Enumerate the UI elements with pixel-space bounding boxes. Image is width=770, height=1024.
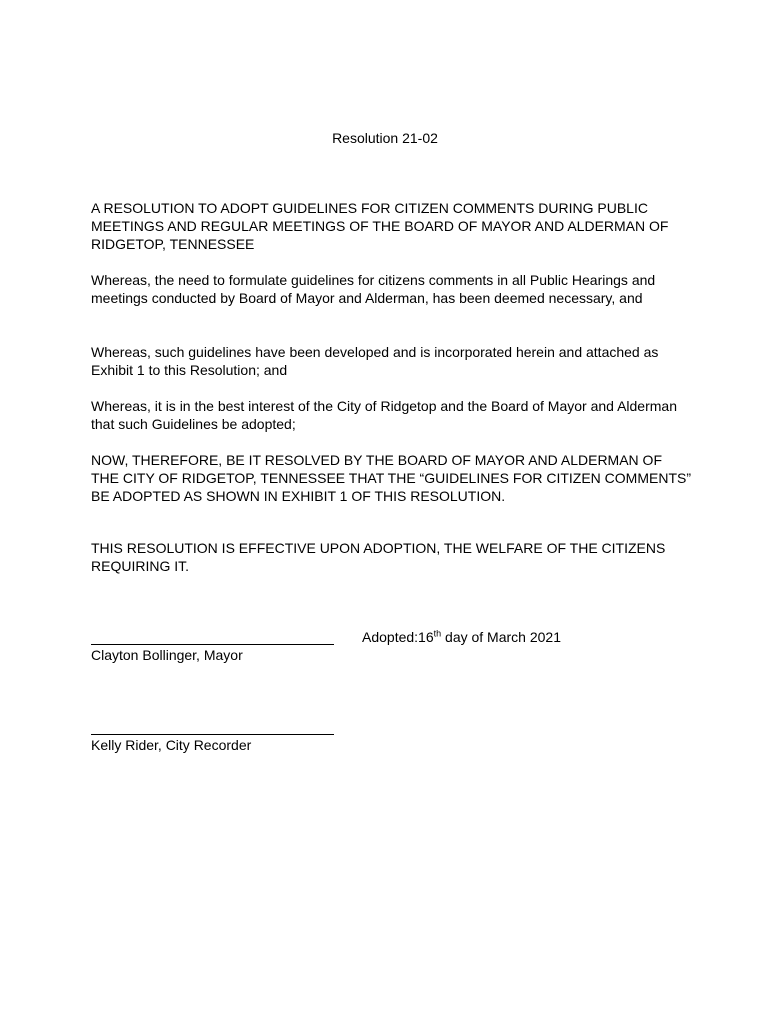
recorder-signature-line [91,734,334,735]
adopted-date-rest: day of March 2021 [441,629,561,645]
whereas-paragraph-3: Whereas, it is in the best interest of the City of Ridgetop and the Board of Mayor and Alderman that such Guidelines be adopted; [91,398,677,432]
resolution-title: Resolution 21-02 [332,130,438,146]
whereas-paragraph-2: Whereas, such guidelines have been developed and is incorporated herein and attached as Exhibit 1 to this Resolution; and [91,344,659,378]
mayor-signature-line [91,644,334,645]
adopted-date-ordinal: th [433,628,442,639]
now-therefore-paragraph: NOW, THEREFORE, BE IT RESOLVED BY THE BOARD OF MAYOR AND ALDERMAN OF THE CITY OF RIDGETOP, TENNESSEE THAT THE “GUIDELINES FOR CITIZEN COMMENTS” BE ADOPTED AS SHOWN IN EXHIBIT 1 OF THIS RESOLUTION. [91,452,692,504]
adopted-date-prefix: Adopted:16 [362,629,434,645]
resolution-heading: A RESOLUTION TO ADOPT GUIDELINES FOR CITIZEN COMMENTS DURING PUBLIC MEETINGS AND REGULAR MEETINGS OF THE BOARD OF MAYOR AND ALDERMAN OF RIDGETOP, TENNESSEE [91,200,669,252]
whereas-paragraph-1: Whereas, the need to formulate guidelines for citizens comments in all Public Hearings and meetings conducted by Board of Mayor and Alderman, has been deemed necessary, and [91,272,656,306]
adopted-date [362,628,561,646]
effective-paragraph: THIS RESOLUTION IS EFFECTIVE UPON ADOPTION, THE WELFARE OF THE CITIZENS REQUIRING IT. [91,540,666,574]
recorder-signature-name: Kelly Rider, City Recorder [91,737,252,753]
mayor-signature-name: Clayton Bollinger, Mayor [91,647,243,663]
